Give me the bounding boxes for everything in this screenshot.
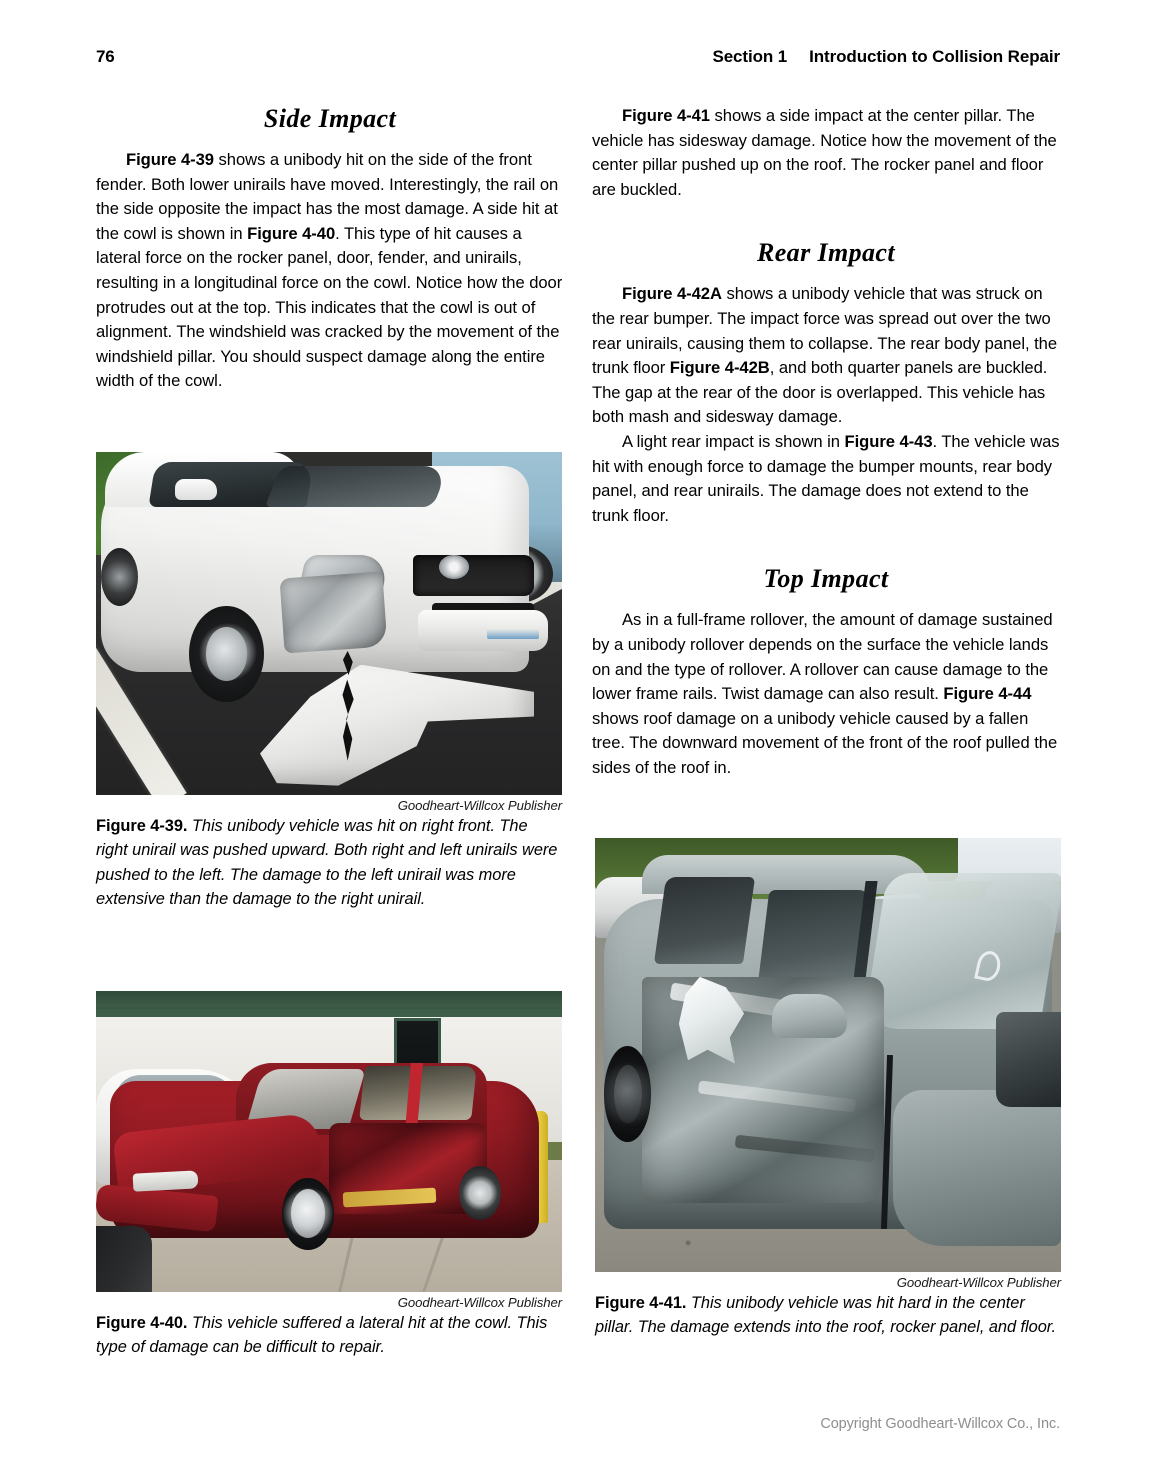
figure-4-39-photo bbox=[96, 452, 562, 795]
figure-4-40-credit: Goodheart-Willcox Publisher bbox=[397, 1295, 562, 1310]
figure-ref-4-43: Figure 4-43 bbox=[844, 431, 933, 451]
right-column bbox=[592, 104, 1060, 780]
figure-ref-4-40: Figure 4-40 bbox=[247, 223, 336, 243]
paragraph-side-impact bbox=[96, 148, 564, 394]
paragraph-top-impact bbox=[592, 608, 1060, 780]
figure-4-41-caption-text: This unibody vehicle was hit hard in the center pillar. The damage extends into the roof, rocker panel, and floor. bbox=[595, 1294, 1057, 1337]
paragraph-top-impact-text-0: As in a full-frame rollover, the amount of damage sustained by a unibody rollover depends on the surface the vehicle lands on and the type of rollover. A rollover can cause damage to the lower frame rails. Twist damage can also result. bbox=[592, 610, 1053, 704]
front-wheel bbox=[189, 606, 264, 702]
red-vehicle-headlight bbox=[133, 1170, 199, 1191]
red-vehicle-rear-wheel bbox=[459, 1166, 501, 1220]
figure-4-41 bbox=[595, 838, 1061, 1340]
figure-ref-4-39: Figure 4-39 bbox=[126, 150, 214, 169]
paragraph-rear-impact-text-2: , and both quarter panels are buckled. The gap at the rear of the door is overlapped. This vehicle has both mash and sidesway damage. bbox=[592, 358, 1048, 427]
foreground-shadow-object bbox=[96, 1226, 152, 1292]
paragraph-rear-impact-2-text-0: A light rear impact is shown in bbox=[622, 431, 845, 451]
paragraph-center-pillar bbox=[592, 104, 1060, 202]
heading-rear-impact: Rear Impact bbox=[756, 238, 895, 268]
toyota-emblem-icon bbox=[439, 555, 469, 579]
figure-4-41-number: Figure 4-41. bbox=[595, 1294, 687, 1312]
figure-4-39-caption-text: This unibody vehicle was hit on right front. The right unirail was pushed upward. Both right and left unirails were pushed to the left. The damage to the left unirail was more extensive than the damage to the right unirail. bbox=[96, 817, 558, 909]
gray-vehicle-front-fender bbox=[893, 1090, 1061, 1246]
photo-white-sedan-front-damage bbox=[96, 452, 562, 795]
figure-4-39-credit: Goodheart-Willcox Publisher bbox=[397, 798, 562, 813]
section-title: Introduction to Collision Repair bbox=[809, 47, 1060, 66]
figure-ref-4-42b: Figure 4-42B bbox=[669, 358, 770, 378]
exposed-engine-bay bbox=[996, 1012, 1061, 1107]
figure-4-41-photo bbox=[595, 838, 1061, 1272]
paragraph-rear-impact-1 bbox=[592, 282, 1060, 430]
figure-4-40-number: Figure 4-40. bbox=[96, 1314, 188, 1332]
rear-wheel bbox=[101, 548, 138, 606]
running-head-title bbox=[712, 47, 1060, 67]
gray-vehicle-rear-wheel bbox=[604, 1046, 651, 1141]
gray-vehicle-side-mirror bbox=[772, 994, 847, 1037]
gray-vehicle-windshield bbox=[862, 873, 1061, 1029]
heading-side-impact: Side Impact bbox=[263, 104, 397, 133]
figure-ref-4-44: Figure 4-44 bbox=[943, 684, 1032, 704]
figure-4-41-caption bbox=[595, 1291, 1061, 1340]
figure-4-40-photo bbox=[96, 991, 562, 1292]
paragraph-rear-impact-2-text-1: . The vehicle was hit with enough force to damage the bumper mounts, rear body panel, and rear unirails. The damage does not extend to the trunk floor. bbox=[592, 431, 1060, 525]
paragraph-side-impact-text-2: . This type of hit causes a lateral force on the rocker panel, door, fender, and unirails, resulting in a longitudinal force on the cowl. Notice how the door protrudes out at the top. This indicates that the cowl is out of alignment. The windshield was cracked by the movement of the windshield pillar. You should suspect damage along the entire width of the cowl. bbox=[96, 223, 563, 391]
paragraph-side-impact-text-1: shows a unibody hit on the side of the front fender. Both lower unirails have moved. Interestingly, the rail on the side opposite the impact has the most damage. A side hit at the cowl is shown in bbox=[96, 150, 559, 243]
figure-4-39 bbox=[96, 452, 562, 912]
paragraph-rear-impact-2 bbox=[592, 430, 1060, 528]
windshield bbox=[265, 466, 449, 507]
copyright-notice: Copyright Goodheart-Willcox Co., Inc. bbox=[820, 1416, 1060, 1432]
running-head bbox=[96, 47, 1060, 71]
heading-top-impact: Top Impact bbox=[763, 564, 889, 594]
photo-red-sedan-lateral-damage bbox=[96, 991, 562, 1292]
page-number: 76 bbox=[96, 47, 115, 66]
crushed-front-fender bbox=[280, 572, 388, 654]
section-number: Section 1 bbox=[712, 47, 788, 66]
paragraph-rear-impact-text-1: shows a unibody vehicle that was struck on the rear bumper. The impact force was spread out over the two rear unirails, causing them to collapse. The rear body panel, the trunk floor bbox=[592, 284, 1058, 378]
photo-gray-sedan-center-pillar-damage bbox=[595, 838, 1061, 1272]
side-mirror bbox=[175, 479, 217, 500]
figure-4-41-credit: Goodheart-Willcox Publisher bbox=[896, 1275, 1061, 1290]
figure-ref-4-42a: Figure 4-42A bbox=[622, 284, 722, 304]
front-grille-upper bbox=[413, 555, 534, 596]
figure-ref-4-41: Figure 4-41 bbox=[622, 106, 710, 125]
figure-4-40-caption bbox=[96, 1311, 562, 1360]
figure-4-39-caption bbox=[96, 814, 562, 912]
left-column bbox=[96, 104, 564, 394]
figure-4-40-caption-text: This vehicle suffered a lateral hit at the cowl. This type of damage can be difficult to repair. bbox=[96, 1314, 548, 1357]
paragraph-center-pillar-text: shows a side impact at the center pillar. The vehicle has sidesway damage. Notice how the movement of the center pillar pushed up on the roof. The rocker panel and floor are buckled. bbox=[592, 106, 1057, 199]
paragraph-top-impact-text-1: shows roof damage on a unibody vehicle caused by a fallen tree. The downward movement of the front of the roof pulled the sides of the roof in. bbox=[592, 708, 1058, 777]
figure-4-40 bbox=[96, 991, 562, 1360]
red-vehicle-front-wheel bbox=[282, 1178, 333, 1250]
building-wall-trim bbox=[96, 1009, 562, 1017]
rear-door-window bbox=[654, 877, 755, 964]
figure-4-39-number: Figure 4-39. bbox=[96, 817, 188, 835]
license-plate bbox=[487, 617, 538, 639]
